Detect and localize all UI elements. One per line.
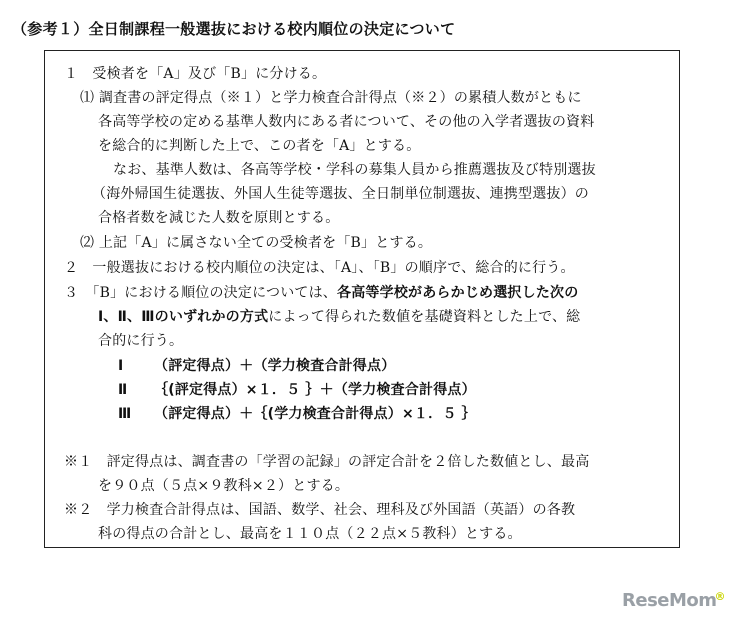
item-3-rest2: によって得られた数値を基礎資料とした上で、総: [268, 309, 581, 325]
formula-1-text: （評定得点）＋（学力検査合計得点）: [154, 358, 396, 374]
item-1-1-line3: を総合的に判断した上で、この者を「A」とする。: [98, 138, 421, 154]
item-2: ２ 一般選抜における校内順位の決定は、「A」、「B」の順序で、総合的に行う。: [64, 260, 575, 276]
formula-2-num: Ⅱ: [118, 382, 128, 398]
page-title: （参考１）全日制課程一般選抜における校内順位の決定について: [12, 20, 456, 38]
note-line3: 合格者数を減じた人数を原則とする。: [98, 210, 340, 226]
item-3-bold2: Ⅰ、Ⅱ、Ⅲのいずれかの方式: [98, 309, 269, 325]
item-1-2: ⑵ 上記「A」に属さない全ての受検者を「B」とする。: [80, 235, 433, 251]
formula-1-num: Ⅰ: [118, 358, 124, 374]
footnote-2-line2: 科の得点の合計とし、最高を１１０点（２２点×５教科）とする。: [98, 526, 522, 542]
item-1-1-line1: ⑴ 調査書の評定得点（※１）と学力検査合計得点（※２）の累積人数がともに: [80, 90, 582, 106]
item-3-line1: [64, 283, 578, 303]
note-line1: なお、基準人数は、各高等学校・学科の募集人員から推薦選抜及び特別選抜: [113, 162, 596, 178]
logo-text: ReseMom: [622, 590, 717, 611]
formula-3: [118, 404, 476, 424]
item-1-1-line2: 各高等学校の定める基準人数内にある者について、その他の入学者選抜の資料: [98, 114, 595, 130]
item-3-prefix: ３ 「B」における順位の決定については、: [64, 285, 338, 301]
footnote-1-line1: ※１ 評定得点は、調査書の「学習の記録」の評定合計を２倍した数値とし、最高: [64, 454, 590, 470]
formula-1: [118, 356, 395, 376]
formula-2-text: ｛(評定得点）×１．５ ｝＋（学力検査合計得点）: [154, 382, 476, 398]
item-3-line3: 合的に行う。: [98, 333, 184, 349]
item-1: １ 受検者を「A」及び「B」に分ける。: [64, 66, 327, 82]
item-3-bold1: 各高等学校があらかじめ選択した次の: [337, 285, 579, 301]
note-line2: （海外帰国生徒選抜、外国人生徒等選抜、全日制単位制選抜、連携型選抜）の: [92, 186, 589, 202]
formula-2: [118, 380, 476, 400]
logo-mark: ®: [714, 590, 726, 603]
formula-3-text: （評定得点）＋｛(学力検査合計得点）×１．５ ｝: [154, 406, 476, 422]
footnote-1-line2: を９０点（５点×９教科×２）とする。: [98, 478, 350, 494]
footnote-2-line1: ※２ 学力検査合計得点は、国語、数学、社会、理科及び外国語（英語）の各教: [64, 502, 576, 518]
formula-3-num: Ⅲ: [118, 406, 132, 422]
item-3-line2: [98, 307, 580, 327]
resemom-logo: [622, 590, 725, 611]
